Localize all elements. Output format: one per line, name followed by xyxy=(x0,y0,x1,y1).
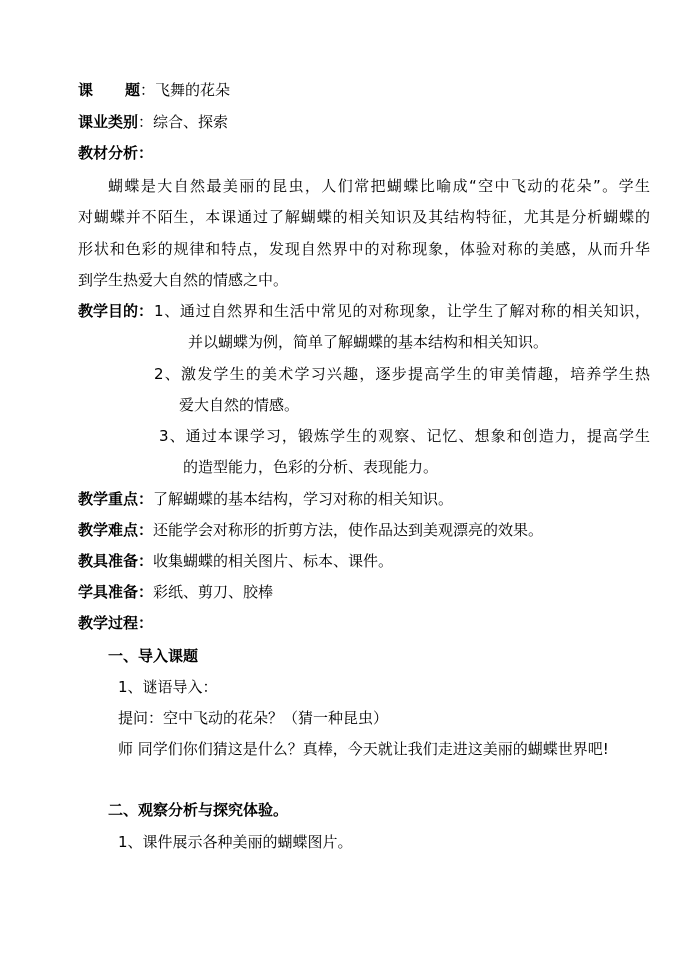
analysis-paragraph-line-2: 对蝴蝶并不陌生，本课通过了解蝴蝶的相关知识及其结构特征，尤其是分析蝴蝶的 xyxy=(78,208,650,226)
section-1-item-1: 1、谜语导入： xyxy=(118,678,218,696)
analysis-row xyxy=(78,143,153,163)
difficulties-row xyxy=(78,520,543,540)
key-points-colon: ： xyxy=(138,490,154,508)
process-label: 教学过程 xyxy=(78,614,139,632)
analysis-label: 教材分析 xyxy=(78,144,139,162)
category-label: 课业类别 xyxy=(78,113,139,131)
topic-value: 飞舞的花朵 xyxy=(155,81,231,99)
learning-tools-label: 学具准备 xyxy=(78,583,139,601)
section-1-teacher-line: 师 同学们你们猜这是什么？真棒，今天就让我们走进这美丽的蝴蝶世界吧! xyxy=(118,740,609,758)
goal-item-2-line-2: 爱大自然的情感。 xyxy=(179,396,300,414)
learning-tools-value: 彩纸、剪刀、胶棒 xyxy=(153,583,274,601)
key-points-label: 教学重点 xyxy=(78,490,139,508)
goal-item-1-line-2: 并以蝴蝶为例，简单了解蝴蝶的基本结构和相关知识。 xyxy=(188,333,549,351)
category-value: 综合、探索 xyxy=(153,113,229,131)
key-points-value: 了解蝴蝶的基本结构，学习对称的相关知识。 xyxy=(153,490,454,508)
category-colon: ： xyxy=(138,113,154,131)
section-2-heading: 二、观察分析与探究体验。 xyxy=(108,801,289,819)
learning-tools-row xyxy=(78,582,273,602)
category-row xyxy=(78,112,228,132)
analysis-paragraph-line-4: 到学生热爱大自然的情感之中。 xyxy=(78,271,289,289)
section-1-heading: 一、导入课题 xyxy=(108,647,199,665)
goals-row xyxy=(78,301,153,321)
goal-item-3-line-1: 3、通过本课学习，锻炼学生的观察、记忆、想象和创造力，提高学生 xyxy=(159,427,650,445)
section-1-question: 提问：空中飞动的花朵？（猜一种昆虫） xyxy=(118,709,389,727)
process-row xyxy=(78,613,153,633)
teaching-tools-label: 教具准备 xyxy=(78,552,139,570)
analysis-paragraph-line-1: 蝴蝶是大自然最美丽的昆虫，人们常把蝴蝶比喻成“空中飞动的花朵”。学生 xyxy=(108,177,650,195)
section-2-item-1: 1、课件展示各种美丽的蝴蝶图片。 xyxy=(118,833,353,851)
goals-colon: ： xyxy=(138,302,154,320)
process-colon: ： xyxy=(138,614,154,632)
analysis-colon: ： xyxy=(138,144,154,162)
key-points-row xyxy=(78,489,453,509)
analysis-paragraph-line-3: 形状和色彩的规律和特点，发现自然界中的对称现象，体验对称的美感，从而升华 xyxy=(78,240,650,258)
teaching-tools-value: 收集蝴蝶的相关图片、标本、课件。 xyxy=(153,552,394,570)
goal-item-1-line-1: 1、通过自然界和生活中常见的对称现象，让学生了解对称的相关知识， xyxy=(154,302,650,320)
teaching-tools-colon: ： xyxy=(138,552,154,570)
topic-label xyxy=(78,81,140,99)
topic-label-char2: 题 xyxy=(125,81,141,99)
difficulties-colon: ： xyxy=(138,521,154,539)
goal-item-2-line-1: 2、激发学生的美术学习兴趣，逐步提高学生的审美情趣，培养学生热 xyxy=(154,365,650,383)
topic-row xyxy=(78,80,230,100)
teaching-tools-row xyxy=(78,551,393,571)
topic-label-char1: 课 xyxy=(78,81,94,99)
goals-label: 教学目的 xyxy=(78,302,139,320)
goal-item-3-line-2: 的造型能力，色彩的分析、表现能力。 xyxy=(183,458,439,476)
learning-tools-colon: ： xyxy=(138,583,154,601)
difficulties-label: 教学难点 xyxy=(78,521,139,539)
topic-colon: ： xyxy=(140,81,156,99)
difficulties-value: 还能学会对称形的折剪方法，使作品达到美观漂亮的效果。 xyxy=(153,521,544,539)
